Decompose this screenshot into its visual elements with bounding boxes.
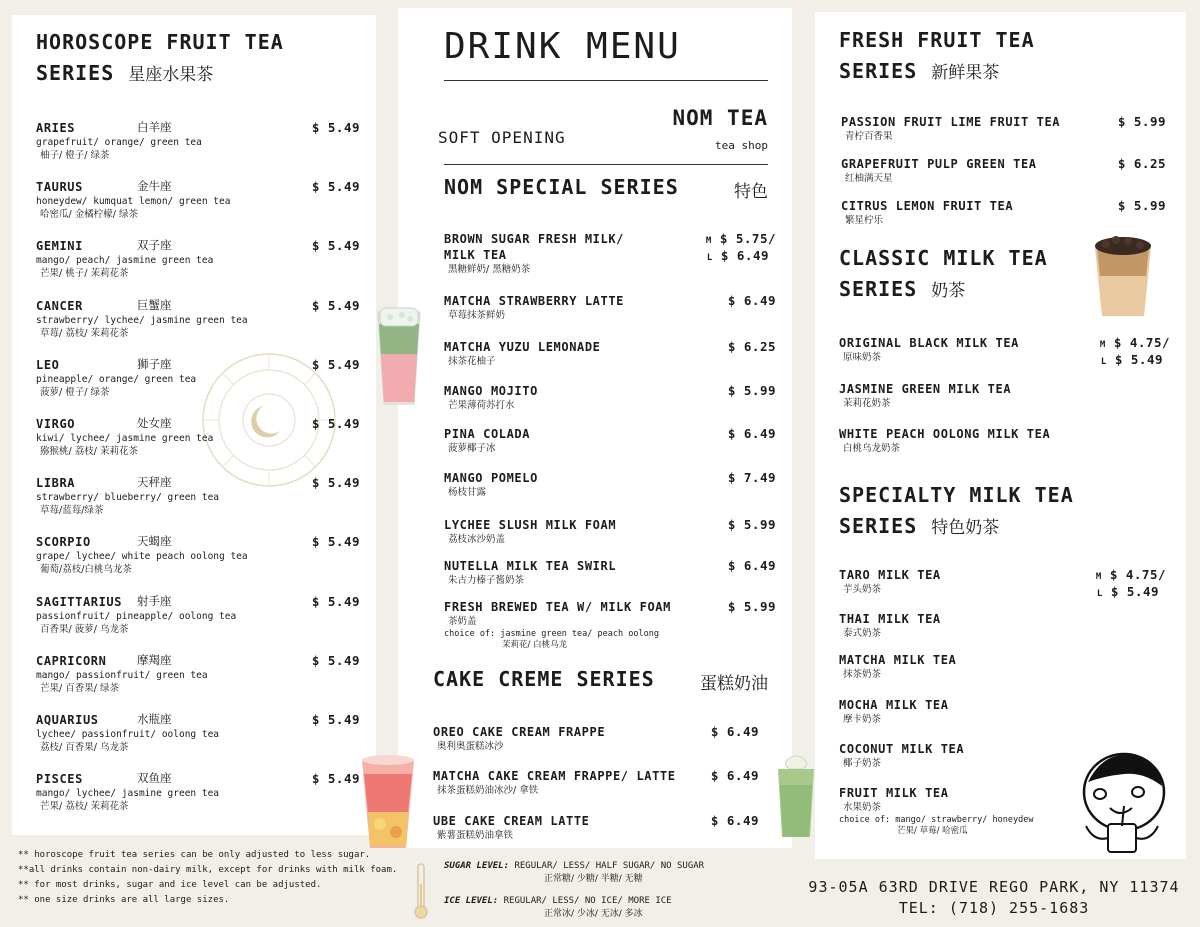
item-chinese: 芒果/ 百香果/ 绿茶 bbox=[40, 682, 119, 694]
thermometer-icon bbox=[413, 862, 429, 920]
item-price-large bbox=[1097, 584, 1159, 599]
price-large: $ 5.49 bbox=[1110, 584, 1159, 599]
item-chinese: 芒果/ 桃子/ 茉莉花茶 bbox=[40, 268, 129, 280]
price-large: $ 6.49 bbox=[720, 248, 769, 263]
nom-special-cn-text: 特色 bbox=[734, 182, 768, 202]
item-price: $ 5.49 bbox=[311, 652, 360, 668]
item-description: strawberry/ lychee/ jasmine green tea bbox=[36, 314, 248, 326]
item-chinese: 哈密瓜/ 金橘柠檬/ 绿茶 bbox=[40, 209, 138, 221]
horoscope-title-cn: 星座水果茶 bbox=[128, 65, 214, 85]
item-chinese: 柚子/ 橙子/ 绿茶 bbox=[40, 150, 110, 161]
item-chinese: 椰子奶茶 bbox=[843, 758, 882, 769]
menu-item bbox=[444, 231, 624, 277]
cake-creme-title-text: CAKE CREME SERIES bbox=[433, 667, 655, 691]
item-chinese: 葡萄/荔枝/白桃乌龙茶 bbox=[40, 564, 132, 576]
item-description: mango/ lychee/ jasmine green tea bbox=[36, 788, 220, 800]
menu-item bbox=[444, 293, 624, 323]
sugar-level-cn: 正常糖/ 少糖/ 半糖/ 无糖 bbox=[544, 874, 643, 884]
item-name: LEO bbox=[36, 357, 60, 372]
item-name: MANGO POMELO bbox=[444, 471, 538, 485]
item-price: $ 5.49 bbox=[311, 416, 360, 431]
classic-milk-title bbox=[839, 243, 1048, 307]
menu-item bbox=[839, 785, 1033, 837]
title-divider bbox=[444, 80, 768, 81]
item-note-chinese: 茉莉花/ 白桃乌龙 bbox=[502, 640, 568, 650]
footnote: ** one size drinks are all large sizes. bbox=[18, 895, 230, 905]
item-name: NUTELLA MILK TEA SWIRL bbox=[444, 559, 617, 573]
menu-item bbox=[839, 741, 964, 771]
item-chinese-name: 双鱼座 bbox=[137, 771, 172, 786]
item-description: pineapple/ orange/ green tea bbox=[36, 373, 197, 385]
item-price: $ 5.49 bbox=[311, 238, 360, 254]
fruit-tea-drink-illustration bbox=[358, 752, 418, 852]
item-chinese: 百香果/ 菠萝/ 乌龙茶 bbox=[40, 623, 129, 635]
item-price: $ 5.49 bbox=[311, 771, 360, 787]
item-chinese: 摩卡奶茶 bbox=[843, 714, 882, 725]
item-description: passionfruit/ pineapple/ oolong tea bbox=[36, 610, 237, 622]
size-medium-label: M bbox=[705, 236, 712, 246]
ice-level bbox=[444, 895, 672, 921]
item-chinese: 荔枝/ 百香果/ 乌龙茶 bbox=[40, 742, 129, 753]
ice-level-cn: 正常冰/ 少冰/ 无冰/ 多冰 bbox=[544, 909, 643, 919]
menu-item bbox=[36, 653, 208, 696]
item-chinese-name: 摩羯座 bbox=[137, 652, 172, 667]
size-large-label: L bbox=[1096, 589, 1103, 599]
item-name: OREO CAKE CREAM FRAPPE bbox=[433, 725, 606, 739]
item-chinese: 紫薯蛋糕奶油拿铁 bbox=[437, 830, 514, 841]
horoscope-title-line2: SERIES bbox=[36, 61, 115, 85]
item-price: $ 6.49 bbox=[727, 558, 776, 573]
item-description: strawberry/ blueberry/ green tea bbox=[36, 492, 220, 504]
fresh-fruit-title-line2: SERIES bbox=[839, 59, 918, 83]
soft-opening-label: SOFT OPENING bbox=[438, 128, 566, 147]
cake-creme-title-cn bbox=[686, 667, 768, 700]
item-name: SCORPIO bbox=[36, 535, 91, 550]
nom-special-title-text: NOM SPECIAL SERIES bbox=[444, 175, 679, 199]
item-name: PINA COLADA bbox=[444, 427, 531, 441]
menu-item bbox=[839, 652, 956, 682]
footnote: ** for most drinks, sugar and ice level can be adjusted. bbox=[18, 880, 322, 890]
specialty-milk-title bbox=[839, 480, 1074, 544]
right-panel bbox=[815, 12, 1186, 859]
menu-item bbox=[444, 599, 671, 651]
item-name-line2: MILK TEA bbox=[444, 248, 507, 262]
item-chinese: 奥利奥蛋糕冰沙 bbox=[437, 741, 504, 752]
item-name: MATCHA STRAWBERRY LATTE bbox=[444, 294, 624, 308]
item-name: MATCHA MILK TEA bbox=[839, 653, 957, 667]
item-name: BROWN SUGAR FRESH MILK/ bbox=[444, 232, 624, 246]
item-name: WHITE PEACH OOLONG MILK TEA bbox=[839, 427, 1051, 441]
item-name: FRUIT MILK TEA bbox=[839, 786, 949, 800]
sugar-level-label: SUGAR LEVEL: bbox=[444, 861, 510, 871]
matcha-drink-illustration bbox=[774, 755, 818, 839]
menu-item bbox=[36, 179, 230, 222]
menu-item bbox=[444, 558, 616, 588]
item-name: LIBRA bbox=[36, 476, 76, 491]
menu-item bbox=[36, 712, 219, 755]
item-chinese: 草莓/蓝莓/绿茶 bbox=[40, 505, 104, 517]
specialty-milk-title-cn: 特色奶茶 bbox=[931, 518, 1000, 538]
size-large-label: L bbox=[1100, 357, 1107, 367]
item-name: CANCER bbox=[36, 298, 83, 313]
item-note-chinese: 芒果/ 草莓/ 哈密瓜 bbox=[897, 826, 968, 836]
item-chinese: 朱古力榛子酱奶茶 bbox=[448, 575, 525, 586]
item-chinese: 白桃乌龙奶茶 bbox=[843, 443, 901, 454]
item-price: $ 6.25 bbox=[1117, 156, 1166, 171]
item-chinese: 红柚满天星 bbox=[845, 173, 893, 184]
item-chinese: 黑糖鲜奶/ 黑糖奶茶 bbox=[448, 264, 531, 275]
item-name: MATCHA CAKE CREAM FRAPPE/ LATTE bbox=[433, 769, 676, 783]
menu-item bbox=[444, 383, 538, 413]
fresh-fruit-title bbox=[839, 25, 1035, 89]
item-chinese-name: 天秤座 bbox=[137, 475, 172, 490]
item-name: GRAPEFRUIT PULP GREEN TEA bbox=[841, 157, 1037, 171]
item-name: COCONUT MILK TEA bbox=[839, 742, 965, 756]
item-price: $ 5.49 bbox=[311, 356, 360, 372]
menu-item bbox=[444, 426, 530, 456]
item-name: PASSION FRUIT LIME FRUIT TEA bbox=[841, 115, 1061, 129]
item-chinese-name: 水瓶座 bbox=[137, 712, 172, 726]
item-description: honeydew/ kumquat lemon/ green tea bbox=[36, 196, 231, 208]
item-chinese: 猕猴桃/ 荔枝/ 茉莉花茶 bbox=[40, 446, 138, 457]
item-price: $ 5.49 bbox=[311, 593, 360, 609]
item-price: $ 5.99 bbox=[1117, 198, 1166, 213]
item-name: CAPRICORN bbox=[36, 653, 107, 668]
menu-item bbox=[444, 517, 616, 547]
item-price-medium bbox=[1096, 567, 1166, 582]
price-large: $ 5.49 bbox=[1114, 352, 1163, 367]
menu-item bbox=[36, 238, 213, 281]
item-name: MATCHA YUZU LEMONADE bbox=[444, 340, 601, 354]
item-price-large bbox=[707, 248, 769, 263]
item-price: $ 5.99 bbox=[727, 517, 776, 532]
phone-text: TEL: (718) 255-1683 bbox=[898, 899, 1090, 917]
item-chinese: 原味奶茶 bbox=[843, 352, 882, 363]
price-medium: $ 5.75/ bbox=[719, 231, 776, 246]
item-price: $ 6.49 bbox=[727, 426, 776, 441]
item-name: TAURUS bbox=[36, 180, 83, 195]
item-description: mango/ peach/ jasmine green tea bbox=[36, 255, 214, 267]
menu-item bbox=[36, 475, 219, 518]
item-price-medium bbox=[706, 231, 776, 246]
item-description: kiwi/ lychee/ jasmine green tea bbox=[36, 433, 214, 444]
horoscope-title-line1: HOROSCOPE FRUIT TEA bbox=[36, 30, 284, 54]
horoscope-panel bbox=[12, 15, 376, 835]
mascot-character-illustration bbox=[1074, 746, 1170, 856]
fresh-fruit-title-line1: FRESH FRUIT TEA bbox=[839, 28, 1035, 52]
item-price: $ 6.25 bbox=[727, 339, 776, 354]
item-chinese: 抹茶奶茶 bbox=[843, 669, 882, 680]
nom-special-title-cn bbox=[720, 175, 768, 208]
item-name: CITRUS LEMON FRUIT TEA bbox=[841, 199, 1014, 213]
item-price: $ 7.49 bbox=[727, 470, 776, 485]
menu-item bbox=[36, 357, 196, 400]
footnotes bbox=[18, 848, 397, 908]
menu-item bbox=[444, 470, 538, 500]
sugar-level-options: REGULAR/ LESS/ HALF SUGAR/ NO SUGAR bbox=[514, 861, 705, 871]
menu-item bbox=[841, 198, 1013, 228]
item-chinese: 芒果/ 荔枝/ 茉莉花茶 bbox=[40, 801, 129, 813]
footnote: ** horoscope fruit tea series can be only adjusted to less sugar. bbox=[18, 850, 371, 860]
menu-item bbox=[839, 611, 941, 641]
item-name: ORIGINAL BLACK MILK TEA bbox=[839, 336, 1019, 350]
item-price: $ 5.49 bbox=[311, 179, 360, 195]
menu-item bbox=[36, 120, 202, 163]
item-description: lychee/ passionfruit/ oolong tea bbox=[36, 729, 220, 740]
item-chinese: 芒果薄荷苏打水 bbox=[448, 400, 515, 411]
item-name: LYCHEE SLUSH MILK FOAM bbox=[444, 518, 617, 532]
item-name: ARIES bbox=[36, 121, 76, 135]
item-price: $ 6.49 bbox=[710, 724, 759, 739]
item-description: grapefruit/ orange/ green tea bbox=[36, 137, 202, 148]
item-note: choice of: mango/ strawberry/ honeydew bbox=[839, 815, 1034, 825]
shop-name: NOM TEA bbox=[672, 106, 768, 130]
specialty-milk-title-line1: SPECIALTY MILK TEA bbox=[839, 483, 1074, 507]
item-name: MOCHA MILK TEA bbox=[839, 698, 949, 712]
item-name: VIRGO bbox=[36, 417, 76, 431]
header-divider bbox=[444, 164, 768, 165]
item-chinese: 草莓抹茶鲜奶 bbox=[448, 310, 506, 321]
item-chinese: 菠萝椰子冰 bbox=[448, 443, 496, 454]
item-chinese: 抹茶蛋糕奶油冰沙/ 拿铁 bbox=[437, 785, 539, 796]
item-chinese: 茶奶盖 bbox=[448, 616, 477, 627]
boba-milk-tea-illustration bbox=[1092, 234, 1154, 318]
menu-item bbox=[839, 381, 1011, 411]
size-medium-label: M bbox=[1099, 340, 1106, 350]
item-chinese-name: 双子座 bbox=[137, 238, 172, 253]
shop-subtitle: tea shop bbox=[715, 139, 768, 152]
item-name: UBE CAKE CREAM LATTE bbox=[433, 814, 590, 828]
menu-title: DRINK MENU bbox=[444, 26, 681, 67]
specialty-milk-title-line2: SERIES bbox=[839, 514, 918, 538]
strawberry-matcha-drink-illustration bbox=[372, 302, 426, 408]
menu-item bbox=[433, 724, 605, 754]
item-price: $ 6.49 bbox=[727, 293, 776, 308]
item-price-medium bbox=[1100, 335, 1170, 350]
classic-milk-title-line1: CLASSIC MILK TEA bbox=[839, 246, 1048, 270]
classic-milk-title-line2: SERIES bbox=[839, 277, 918, 301]
item-chinese: 抹茶花柚子 bbox=[448, 356, 496, 367]
item-chinese-name: 天蝎座 bbox=[137, 534, 172, 549]
cake-creme-cn-text: 蛋糕奶油 bbox=[700, 674, 768, 694]
item-price: $ 5.99 bbox=[727, 599, 776, 614]
item-description: grape/ lychee/ white peach oolong tea bbox=[36, 551, 248, 563]
item-price: $ 5.49 bbox=[311, 297, 360, 313]
item-price-large bbox=[1101, 352, 1163, 367]
item-chinese: 水果奶茶 bbox=[843, 802, 882, 813]
item-name: THAI MILK TEA bbox=[839, 612, 941, 626]
horoscope-title bbox=[36, 27, 284, 91]
footnote: **all drinks contain non-dairy milk, except for drinks with milk foam. bbox=[18, 865, 398, 875]
address-text: 93-05A 63RD DRIVE REGO PARK, NY 11374 bbox=[808, 878, 1180, 896]
menu-item bbox=[36, 771, 219, 814]
item-price: $ 5.99 bbox=[727, 383, 776, 398]
ice-level-label: ICE LEVEL: bbox=[444, 896, 499, 906]
menu-item bbox=[444, 339, 601, 369]
item-description: mango/ passionfruit/ green tea bbox=[36, 669, 208, 681]
item-chinese: 菠萝/ 橙子/ 绿茶 bbox=[40, 386, 110, 398]
ice-level-options: REGULAR/ LESS/ NO ICE/ MORE ICE bbox=[503, 896, 672, 906]
cake-creme-title bbox=[433, 664, 655, 695]
center-panel bbox=[398, 8, 792, 848]
item-chinese-name: 处女座 bbox=[137, 416, 172, 430]
item-chinese-name: 狮子座 bbox=[137, 356, 172, 371]
menu-item bbox=[433, 768, 676, 798]
item-chinese: 青柠百香果 bbox=[845, 131, 893, 142]
item-name: MANGO MOJITO bbox=[444, 384, 538, 398]
item-price: $ 5.49 bbox=[311, 712, 360, 727]
item-chinese-name: 巨蟹座 bbox=[137, 297, 172, 312]
price-medium: $ 4.75/ bbox=[1109, 567, 1166, 582]
item-name: FRESH BREWED TEA W/ MILK FOAM bbox=[444, 600, 671, 614]
item-note: choice of: jasmine green tea/ peach oolong bbox=[444, 629, 659, 639]
item-price: $ 5.49 bbox=[311, 475, 360, 491]
item-chinese-name: 射手座 bbox=[137, 593, 172, 608]
price-medium: $ 4.75/ bbox=[1113, 335, 1170, 350]
menu-item bbox=[36, 416, 213, 459]
item-chinese: 芋头奶茶 bbox=[843, 584, 882, 595]
menu-item bbox=[839, 335, 1019, 365]
item-name: JASMINE GREEN MILK TEA bbox=[839, 382, 1012, 396]
item-name: TARO MILK TEA bbox=[839, 568, 941, 582]
item-price: $ 6.49 bbox=[710, 813, 759, 828]
item-price: $ 6.49 bbox=[710, 768, 759, 783]
fresh-fruit-title-cn: 新鲜果茶 bbox=[931, 63, 1000, 83]
item-chinese-name: 金牛座 bbox=[137, 179, 172, 194]
classic-milk-title-cn: 奶茶 bbox=[931, 281, 966, 301]
item-chinese: 荔枝冰沙奶盖 bbox=[448, 534, 506, 545]
menu-item bbox=[433, 813, 590, 843]
menu-item bbox=[841, 156, 1037, 186]
menu-item bbox=[839, 697, 949, 727]
item-chinese-name: 白羊座 bbox=[137, 120, 172, 134]
item-name: GEMINI bbox=[36, 239, 83, 254]
item-name: SAGITTARIUS bbox=[36, 594, 123, 609]
item-price: $ 5.99 bbox=[1117, 114, 1166, 129]
nom-special-title bbox=[444, 172, 679, 203]
item-price: $ 5.49 bbox=[311, 534, 360, 550]
item-chinese: 杨枝甘露 bbox=[448, 487, 487, 498]
item-price: $ 5.49 bbox=[311, 120, 360, 135]
menu-item bbox=[839, 567, 941, 597]
menu-item bbox=[839, 426, 1050, 456]
item-name: PISCES bbox=[36, 772, 83, 787]
menu-item bbox=[841, 114, 1060, 144]
item-chinese: 泰式奶茶 bbox=[843, 628, 882, 639]
size-medium-label: M bbox=[1095, 572, 1102, 582]
contact-info bbox=[808, 877, 1180, 919]
item-chinese: 茉莉花奶茶 bbox=[843, 398, 891, 409]
sugar-level bbox=[444, 860, 704, 886]
item-name: AQUARIUS bbox=[36, 713, 99, 727]
item-chinese: 繁星柠乐 bbox=[845, 215, 884, 226]
item-chinese: 草莓/ 荔枝/ 茉莉花茶 bbox=[40, 327, 129, 339]
size-large-label: L bbox=[706, 253, 713, 263]
